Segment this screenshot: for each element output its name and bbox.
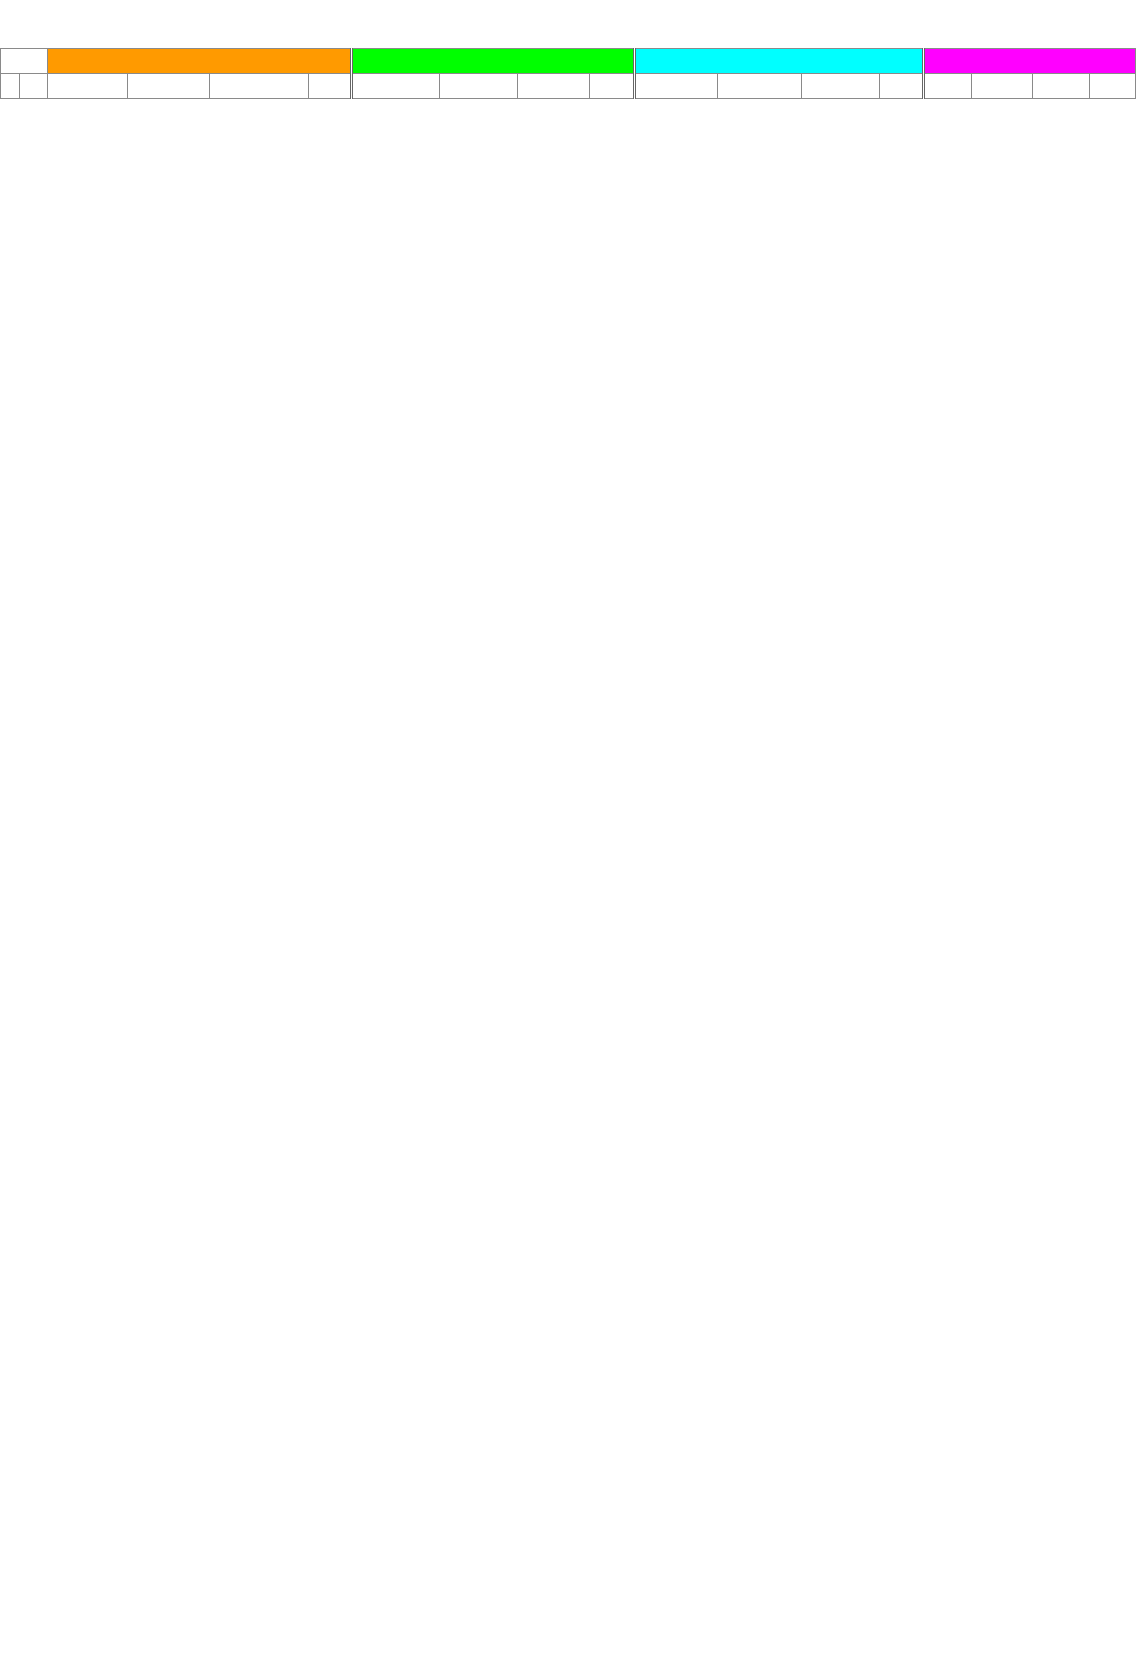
header-place [518, 74, 590, 99]
region-header-tosan [635, 49, 924, 74]
header-cls [47, 74, 127, 99]
header-time [972, 74, 1033, 99]
header-cls [924, 74, 972, 99]
header-coach [308, 74, 351, 99]
region-header-seisan [924, 49, 1136, 74]
region-header-row [1, 49, 1136, 74]
header-cls [635, 74, 718, 99]
header-coach [1089, 74, 1135, 99]
header-coach [880, 74, 924, 99]
page-title [0, 0, 1136, 48]
header-time [127, 74, 209, 99]
header-place [1032, 74, 1089, 99]
header-time [439, 74, 518, 99]
header-day [1, 74, 20, 99]
corner-cell [1, 49, 48, 74]
schedule-table [0, 48, 1136, 99]
column-header-row [1, 74, 1136, 99]
header-coach [590, 74, 635, 99]
region-header-takamatsu [47, 49, 351, 74]
region-header-chusan [351, 49, 635, 74]
header-cls [351, 74, 439, 99]
header-place [802, 74, 880, 99]
header-place [209, 74, 308, 99]
header-time [718, 74, 802, 99]
header-weekday [19, 74, 47, 99]
